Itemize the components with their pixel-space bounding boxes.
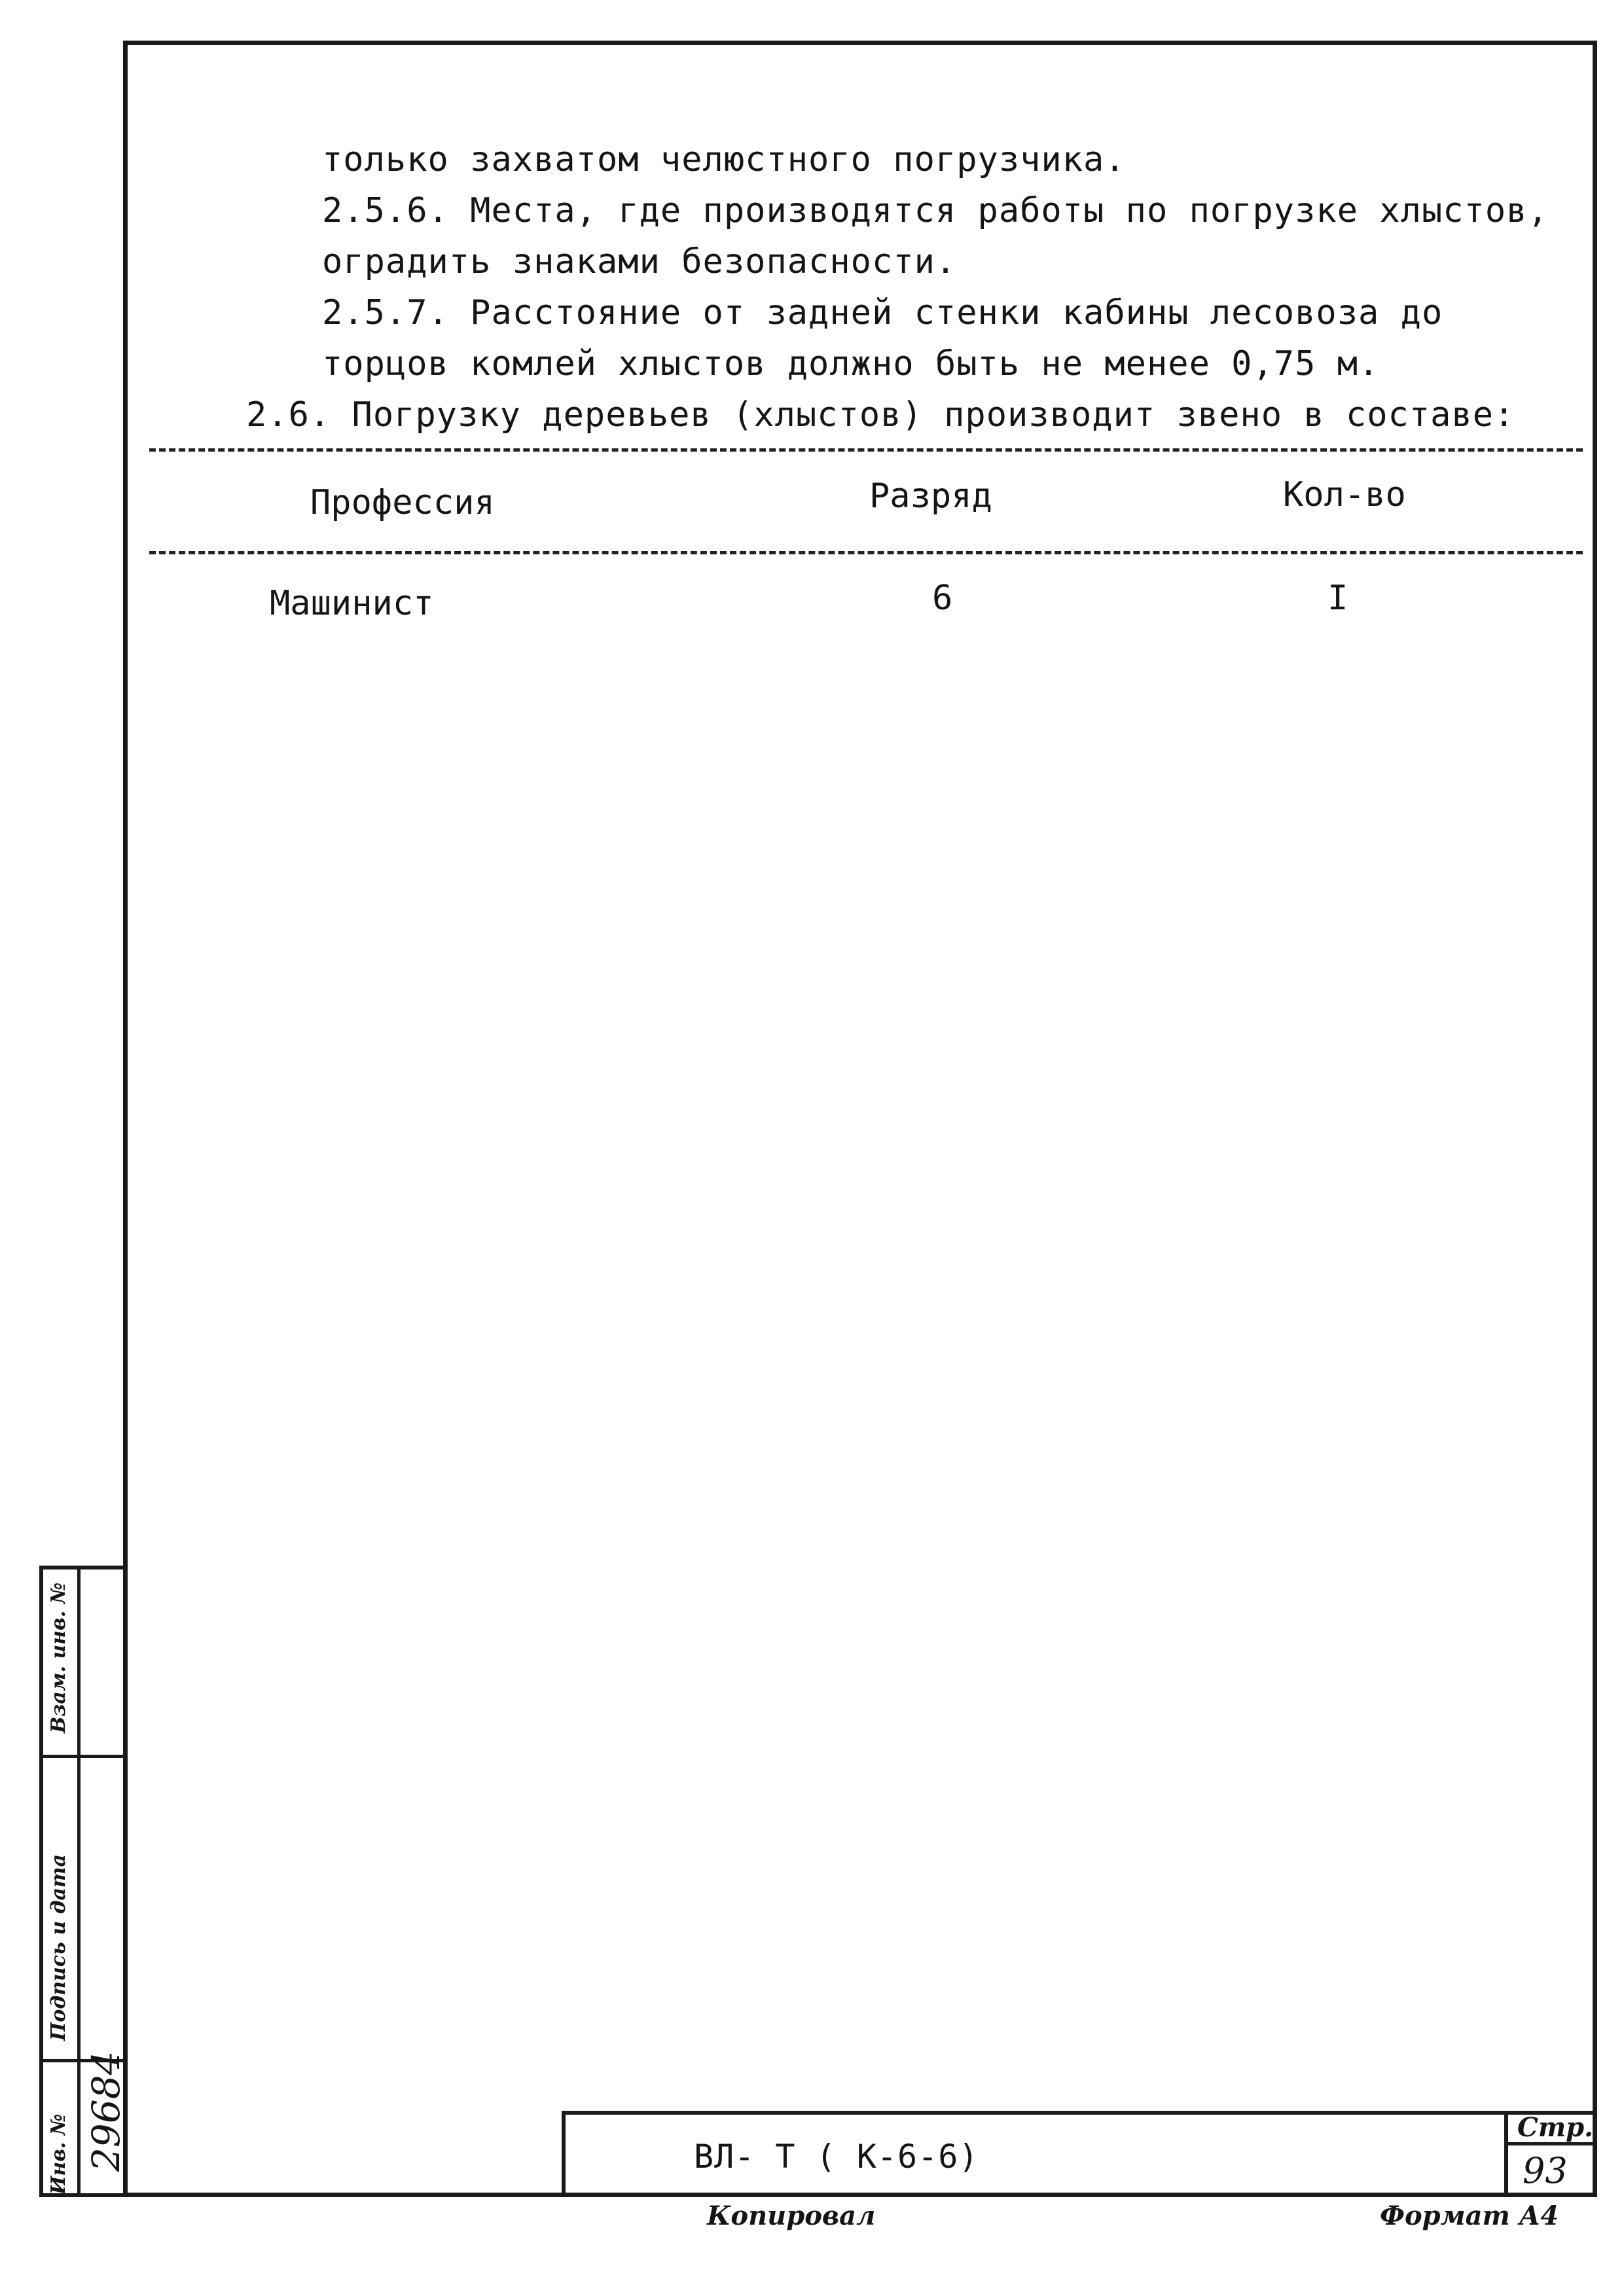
side-stamp xyxy=(39,1566,128,2197)
body-line-2: 2.5.6. Места, где производятся работы по погрузке хлыстов, xyxy=(322,191,1549,230)
page-number: 93 xyxy=(1523,2150,1568,2191)
side-stamp-row-rule xyxy=(43,1755,123,1758)
body-line-5: торцов комлей хлыстов должно быть не менее 0,75 м. xyxy=(322,344,1380,384)
document-designation: ВЛ- Т ( К-6-6) xyxy=(694,2138,979,2176)
page-label: Стр. xyxy=(1517,2112,1594,2143)
table-header-rule xyxy=(149,551,1583,554)
side-label-inv: Инв. № xyxy=(47,2113,70,2195)
side-label-replaced: Взам. инв. № xyxy=(47,1582,70,1733)
body-line-3: оградить знаками безопасности. xyxy=(322,242,957,281)
body-line-6: 2.6. Погрузку деревьев (хлыстов) производит звено в составе: xyxy=(246,395,1515,435)
page-number-box xyxy=(1504,2111,1597,2197)
table-cell-grade: 6 xyxy=(932,579,953,618)
table-top-rule xyxy=(149,448,1583,452)
table-header-count: Кол-во xyxy=(1283,475,1406,514)
side-inv-number: 29684 xyxy=(84,2051,128,2172)
body-line-4: 2.5.7. Расстояние от задней стенки кабины лесовоза до xyxy=(322,293,1443,332)
table-header-profession: Профессия xyxy=(310,483,495,522)
table-cell-profession: Машинист xyxy=(270,584,434,623)
table-cell-count: I xyxy=(1327,579,1348,618)
table-header-grade: Разряд xyxy=(869,476,992,516)
body-line-1: только захватом челюстного погрузчика. xyxy=(322,140,1126,179)
footer-copied-by: Копировал xyxy=(707,2200,876,2231)
side-stamp-divider xyxy=(77,1570,81,2193)
side-label-signature: Подпись и дата xyxy=(47,1854,70,2041)
footer-format: Формат А4 xyxy=(1380,2200,1559,2231)
